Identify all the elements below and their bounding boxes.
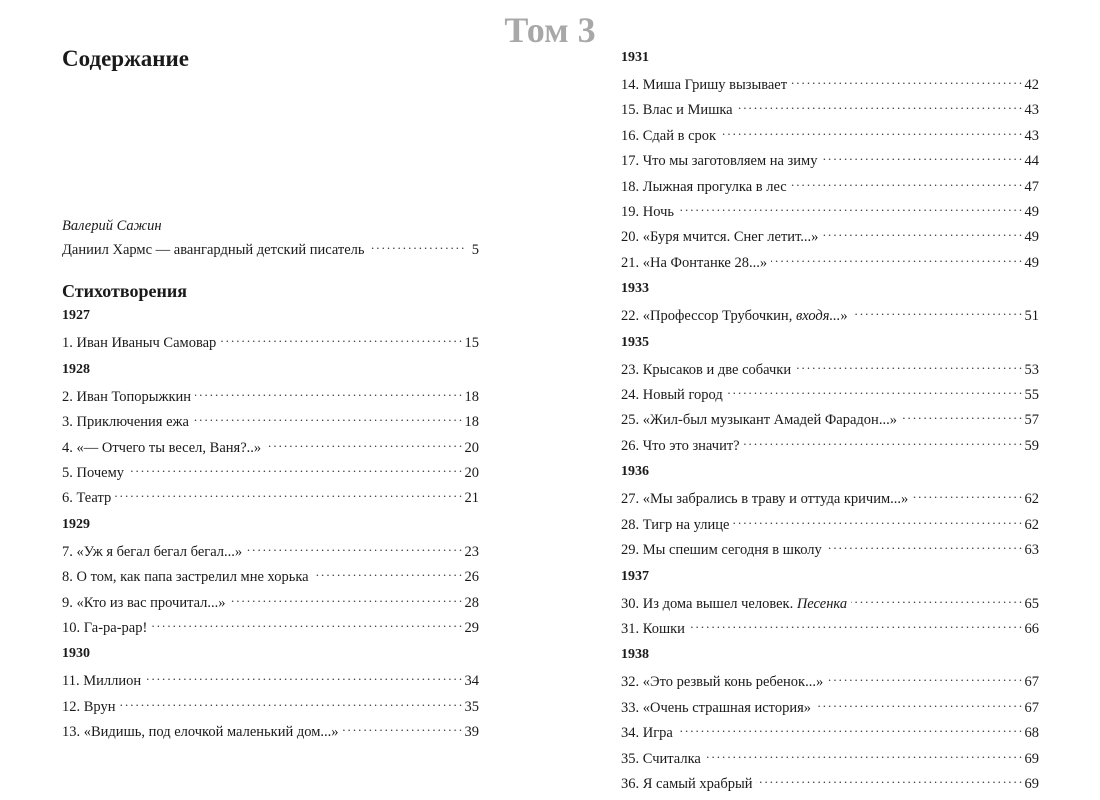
toc-entry-title: 7. «Уж я бегал бегал бегал...» (62, 543, 243, 560)
toc-entry-title: 23. Крысаков и две собачки (621, 361, 792, 378)
year-heading: 1935 (621, 334, 649, 350)
toc-entry[interactable] (621, 769, 1039, 794)
toc-entry-page: 29 (464, 620, 479, 637)
year-heading: 1930 (62, 646, 90, 662)
dot-leader (851, 589, 1021, 608)
toc-entry-page: 43 (1024, 127, 1039, 144)
toc-entry-title: 6. Театр (62, 490, 112, 507)
dot-leader (313, 562, 462, 581)
dot-leader (220, 328, 461, 347)
toc-entry-title: 14. Миша Гришу вызывает (621, 77, 788, 93)
toc-entry-title-main: 22. «Профессор Трубочкин, (621, 308, 796, 325)
toc-entry-title: 27. «Мы забрались в траву и оттуда кричим...» (621, 491, 909, 508)
toc-left-column (62, 44, 479, 749)
dot-leader (912, 484, 1021, 503)
toc-entry-page: 62 (1024, 491, 1039, 508)
toc-entry[interactable] (621, 535, 1039, 560)
toc-entry-title: 20. «Буря мчится. Снег летит...» (621, 229, 819, 246)
dot-leader (795, 355, 1021, 374)
dot-leader (737, 95, 1022, 114)
toc-entry-page: 42 (1024, 77, 1039, 93)
year-group (621, 333, 1039, 457)
toc-entry-page: 67 (1024, 674, 1039, 691)
year-heading: 1927 (62, 308, 90, 324)
toc-entry[interactable] (621, 172, 1039, 197)
volume-label: Том 3 (504, 10, 596, 50)
toc-entry-page: 49 (1024, 229, 1039, 246)
toc-entry-title: 15. Влас и Мишка (621, 102, 733, 119)
toc-entry-page: 66 (1024, 620, 1039, 637)
toc-entry-title: 31. Кошки (621, 620, 685, 637)
toc-entry-title: 32. «Это резвый конь ребенок...» (621, 674, 824, 691)
toc-entry-title: 24. Новый город (621, 387, 723, 404)
toc-entry-title: 21. «На Фонтанке 28...» (621, 254, 768, 271)
year-group (621, 48, 1039, 273)
toc-entry[interactable] (621, 248, 1039, 273)
toc-entry-title: 2. Иван Топорыжкин (62, 388, 192, 405)
dot-leader (821, 146, 1021, 165)
toc-entry-page: 44 (1024, 153, 1039, 170)
year-group (621, 462, 1039, 560)
toc-entry[interactable] (621, 197, 1039, 222)
toc-entry-title: 29. Мы спешим сегодня в школу (621, 542, 822, 559)
dot-leader (791, 70, 1021, 89)
toc-entry-title (621, 307, 852, 326)
toc-entry-page: 57 (1024, 412, 1039, 429)
toc-entry-page: 49 (1024, 204, 1039, 221)
toc-entry-page: 47 (1024, 178, 1039, 195)
year-heading: 1928 (62, 361, 90, 377)
dot-leader (791, 172, 1022, 191)
dot-leader (151, 613, 461, 632)
dot-leader (689, 614, 1022, 633)
toc-entry-page: 43 (1024, 102, 1039, 119)
toc-entry[interactable] (621, 484, 1039, 509)
toc-entry-title: 1. Иван Иваныч Самовар (62, 335, 217, 352)
year-heading: 1933 (621, 281, 649, 297)
dot-leader (120, 692, 462, 711)
toc-entry[interactable] (62, 666, 479, 691)
toc-entry[interactable] (62, 717, 479, 742)
dot-leader (815, 693, 1021, 712)
dot-leader (265, 433, 461, 452)
section-title: Стихотворения (62, 281, 187, 302)
year-group (62, 515, 479, 639)
toc-entry[interactable] (62, 328, 479, 353)
year-group (621, 567, 1039, 640)
toc-entry-page: 67 (1024, 699, 1039, 716)
toc-entry-page: 63 (1024, 542, 1039, 559)
toc-entry-title: 8. О том, как папа застрелил мне хорька (62, 569, 309, 586)
toc-entry-title: 34. Игра (621, 725, 673, 742)
dot-leader (827, 667, 1021, 686)
toc-entry-page: 69 (1024, 775, 1039, 792)
toc-entry-title-main: 30. Из дома вышел человек. (621, 595, 797, 612)
toc-entry[interactable] (62, 407, 479, 432)
toc-entry-page: 51 (1024, 308, 1039, 325)
dot-leader (195, 382, 461, 401)
toc-entry[interactable] (621, 744, 1039, 769)
dot-leader (705, 744, 1022, 763)
toc-entry-title: 18. Лыжная прогулка в лес (621, 178, 787, 195)
toc-right-column (621, 48, 1039, 800)
toc-entry-page: 35 (464, 698, 479, 715)
toc-entry-page: 21 (464, 490, 479, 507)
toc-entry[interactable] (621, 693, 1039, 718)
toc-entry-page: 39 (464, 724, 479, 741)
toc-entry[interactable] (62, 692, 479, 717)
dot-leader (230, 588, 462, 607)
dot-leader (246, 537, 461, 556)
toc-entry[interactable] (62, 382, 479, 407)
toc-entry-title (621, 595, 851, 614)
dot-leader (145, 666, 461, 685)
dot-leader (852, 301, 1022, 320)
dot-leader (115, 483, 461, 502)
toc-entry-page: 28 (464, 594, 479, 611)
toc-entry-page: 20 (464, 439, 479, 456)
dot-leader (369, 235, 464, 254)
toc-entry-title: 28. Тигр на улице (621, 516, 730, 533)
dot-leader (128, 458, 461, 477)
toc-entry[interactable] (621, 70, 1039, 95)
toc-entry-title: 35. Считалка (621, 750, 701, 767)
right-groups (621, 48, 1039, 794)
dot-leader (771, 248, 1021, 267)
toc-entry[interactable] (621, 380, 1039, 405)
toc-entry-title: 10. Га-ра-рар! (62, 620, 148, 637)
toc-entry[interactable] (621, 431, 1039, 456)
toc-entry[interactable] (621, 405, 1039, 430)
year-heading: 1937 (621, 568, 649, 584)
toc-entry-intro[interactable] (62, 235, 479, 260)
contents-title: Содержание (62, 46, 189, 71)
toc-entry-page: 49 (1024, 254, 1039, 271)
toc-entry[interactable] (621, 355, 1039, 380)
year-group (621, 279, 1039, 326)
toc-entry-title-italic: Песенка (796, 595, 848, 612)
toc-entry[interactable] (621, 222, 1039, 247)
toc-entry-title: Даниил Хармс — авангардный детский писатель (62, 242, 365, 258)
toc-entry[interactable] (62, 562, 479, 587)
toc-entry[interactable] (621, 301, 1039, 326)
toc-entry-page: 5 (471, 242, 479, 258)
year-heading: 1936 (621, 464, 649, 480)
toc-entry[interactable] (62, 588, 479, 613)
toc-entry-title: 13. «Видишь, под елочкой маленький дом...» (62, 724, 339, 741)
toc-entry-page: 23 (464, 543, 479, 560)
toc-entry-title: 17. Что мы заготовляем на зиму (621, 153, 818, 170)
toc-entry-page: 55 (1024, 387, 1039, 404)
dot-leader (744, 431, 1022, 450)
dot-leader (822, 222, 1021, 241)
toc-entry-page: 26 (464, 569, 479, 586)
toc-entry[interactable] (62, 483, 479, 508)
dot-leader (677, 718, 1022, 737)
toc-entry[interactable] (621, 510, 1039, 535)
toc-entry-title: 36. Я самый храбрый (621, 775, 753, 792)
year-group (62, 644, 479, 742)
dot-leader (343, 717, 462, 736)
toc-entry[interactable] (621, 589, 1039, 614)
year-group (62, 360, 479, 509)
dot-leader (901, 405, 1022, 424)
year-heading: 1938 (621, 647, 649, 663)
toc-entry[interactable] (62, 433, 479, 458)
year-group (62, 306, 479, 353)
toc-entry-title: 9. «Кто из вас прочитал...» (62, 594, 226, 611)
toc-entry[interactable] (621, 614, 1039, 639)
toc-entry-title: 11. Миллион (62, 673, 142, 690)
toc-entry-page: 62 (1024, 516, 1039, 533)
toc-entry[interactable] (621, 146, 1039, 171)
toc-entry-page: 69 (1024, 750, 1039, 767)
toc-entry[interactable] (62, 613, 479, 638)
toc-entry-page: 68 (1024, 725, 1039, 742)
toc-entry-title: 4. «— Отчего ты весел, Ваня?..» (62, 439, 262, 456)
toc-entry[interactable] (621, 667, 1039, 692)
toc-entry-title: 12. Врун (62, 698, 116, 715)
dot-leader (720, 121, 1021, 140)
toc-entry-page: 18 (464, 388, 479, 405)
dot-leader (826, 535, 1022, 554)
toc-entry[interactable] (621, 121, 1039, 146)
toc-entry-title-tail: » (840, 308, 848, 325)
toc-entry-title: 16. Сдай в срок (621, 127, 717, 144)
dot-leader (756, 769, 1021, 788)
toc-entry-page: 59 (1024, 437, 1039, 454)
toc-entry[interactable] (62, 537, 479, 562)
toc-entry-title: 26. Что это значит? (621, 437, 740, 454)
toc-entry-title-italic: входя... (795, 308, 841, 325)
intro-author: Валерий Сажин (62, 218, 162, 234)
toc-entry[interactable] (621, 718, 1039, 743)
dot-leader (193, 407, 462, 426)
year-heading: 1931 (621, 50, 649, 65)
toc-entry-title: 19. Ночь (621, 204, 675, 221)
dot-leader (733, 510, 1021, 529)
toc-entry[interactable] (621, 95, 1039, 120)
toc-entry-title: 5. Почему (62, 465, 125, 482)
year-heading: 1929 (62, 516, 90, 532)
toc-entry-page: 18 (464, 414, 479, 431)
toc-entry-page: 15 (464, 335, 479, 352)
left-groups (62, 306, 479, 742)
toc-entry-page: 34 (464, 673, 479, 690)
toc-entry-title: 25. «Жил-был музыкант Амадей Фарадон...» (621, 412, 897, 429)
year-group (621, 645, 1039, 794)
dot-leader (678, 197, 1021, 216)
toc-entry-title: 33. «Очень страшная история» (621, 699, 812, 716)
toc-entry[interactable] (62, 458, 479, 483)
toc-entry-page: 53 (1024, 361, 1039, 378)
intro-block (62, 217, 479, 260)
toc-entry-page: 20 (464, 465, 479, 482)
dot-leader (727, 380, 1022, 399)
toc-entry-title: 3. Приключения ежа (62, 414, 189, 431)
toc-entry-page: 65 (1024, 595, 1039, 612)
